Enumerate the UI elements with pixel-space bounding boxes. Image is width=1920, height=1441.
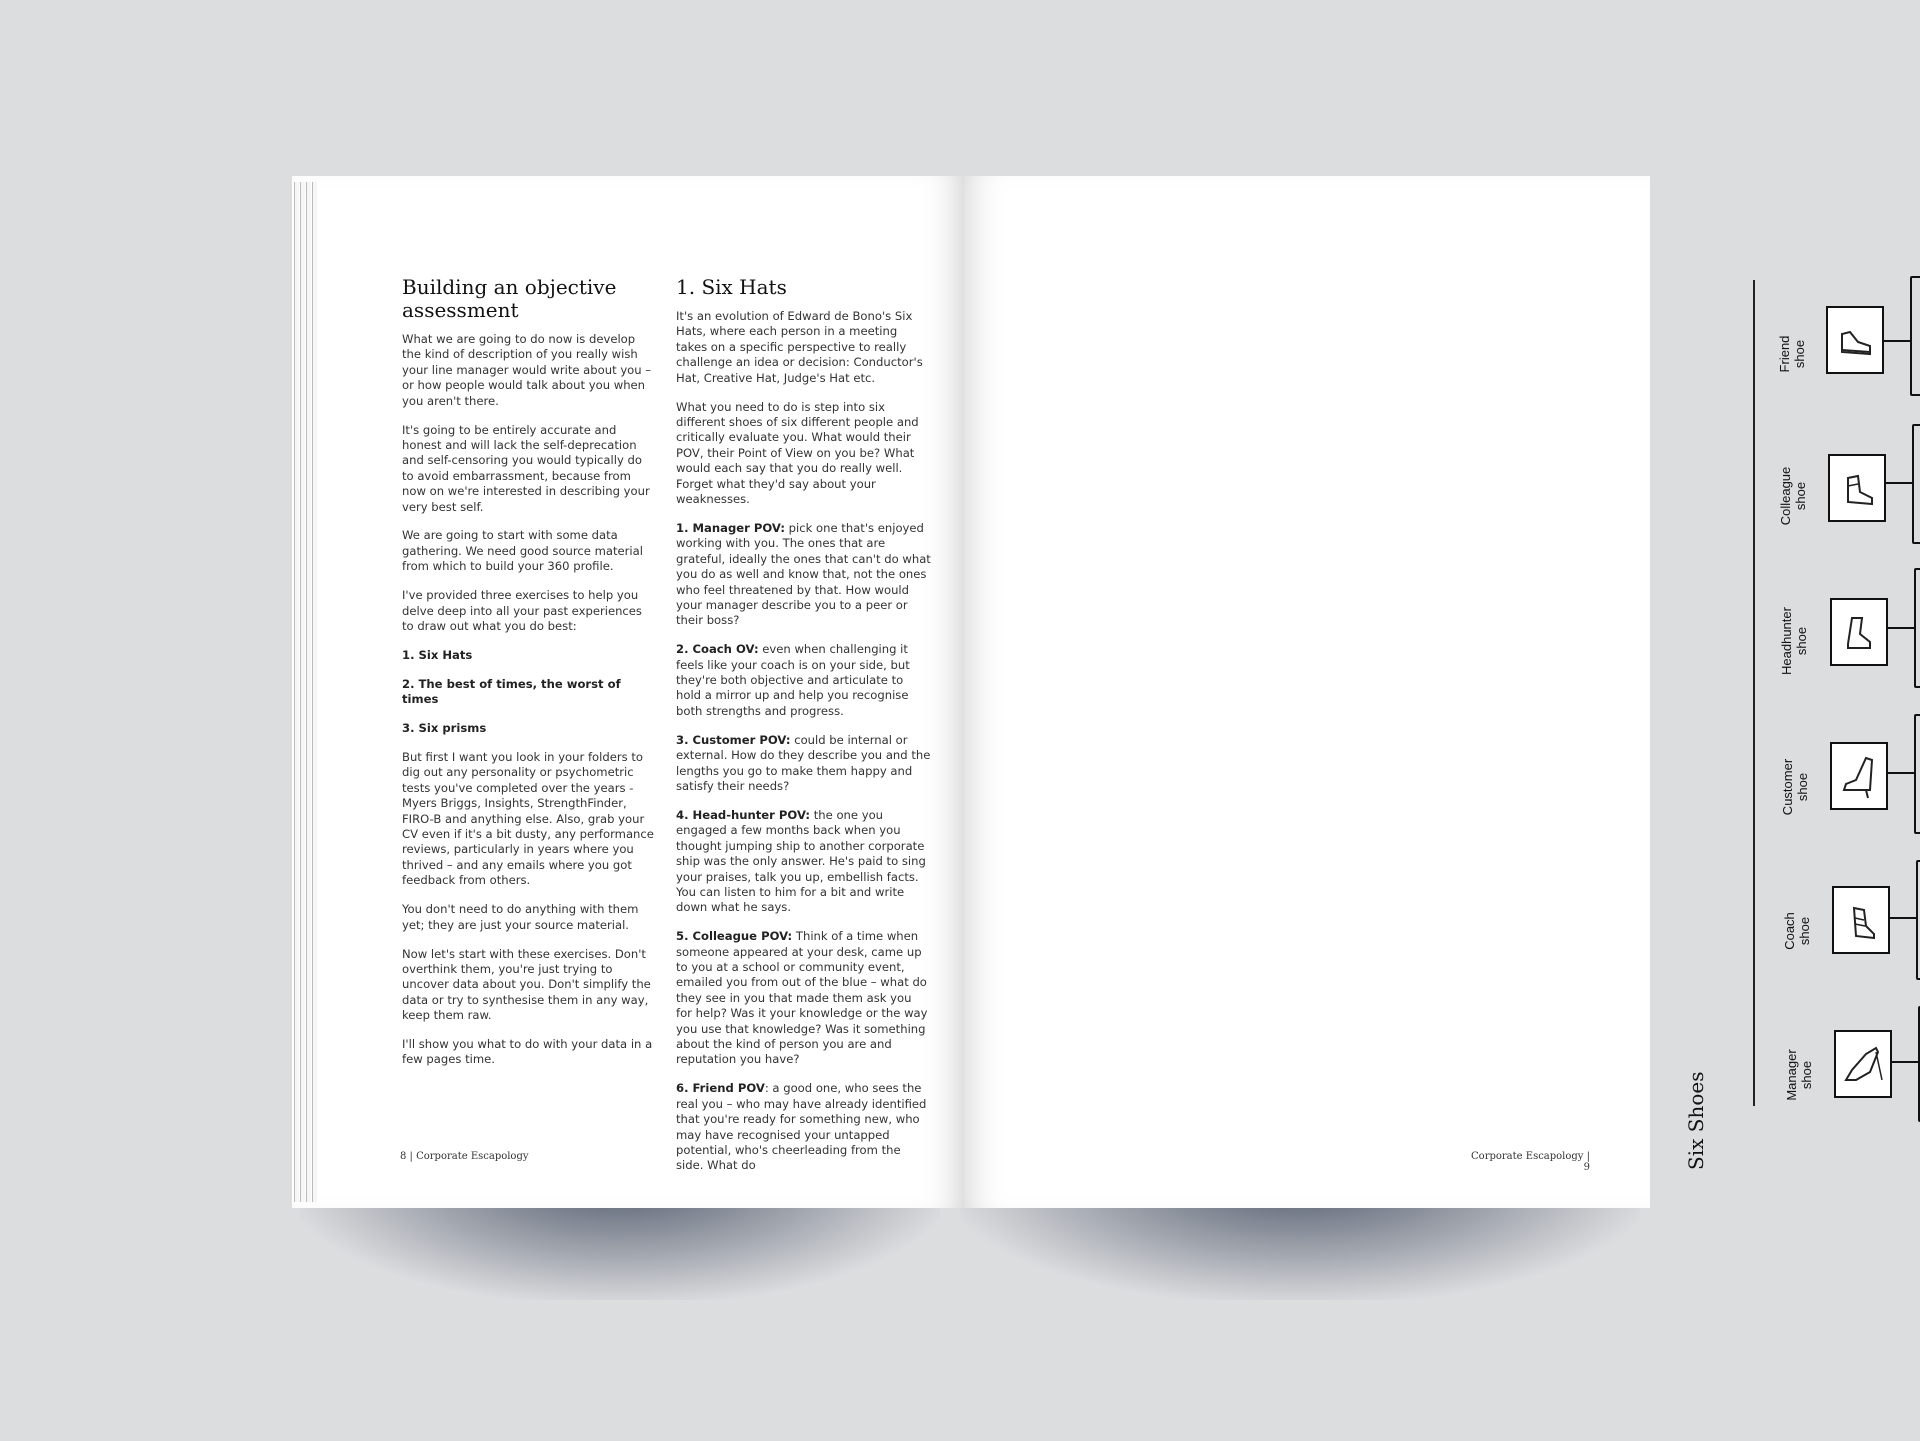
section-heading: 1. Six Hats [676, 275, 787, 299]
exercise-item: 3. Six prisms [402, 721, 487, 736]
friend-answer-box[interactable] [1910, 276, 1920, 396]
pov-item: 3. Customer POV: could be internal or external. How do they describe you and the lengths you go to make them happy and satisfy their needs? [676, 732, 931, 793]
sneaker-icon [1828, 308, 1881, 371]
shoe-label-colleague: Colleague shoe [1778, 466, 1808, 526]
shoe-label-headhunter: Headhunter shoe [1779, 607, 1809, 675]
pov-item: 1. Manager POV: pick one that's enjoyed working with you. The ones that are grateful, ideally the ones that can't do what you do as well and know that, not the ones who feel threatened by that. How would your manager describe you to a peer or their boss? [676, 520, 931, 628]
worksheet-title: Six Shoes [1684, 1071, 1708, 1170]
paragraph: I've provided three exercises to help you delve deep into all your past experiences to draw out what you do best: [402, 588, 642, 633]
page-edges [306, 182, 311, 1202]
exercise-item: 2. The best of times, the worst of times [402, 676, 621, 707]
paragraph: But first I want you look in your folders to dig out any personality or psychometric tests you've completed over the years - Myers Briggs, Insights, StrengthFinder, FIRO-B and anything else. Also, grab your CV even if it's a bit dusty, any performance reviews, particularly in years where you thrived – and any emails where you got feedback from others. [402, 750, 654, 888]
connector-line [1888, 627, 1914, 629]
page-edges [294, 182, 299, 1202]
page-footer-left: 8 | Corporate Escapology [400, 1151, 529, 1162]
left-page [292, 176, 964, 1208]
page-footer-right: Corporate Escapology | 9 [1471, 1151, 1590, 1173]
paragraph: Now let's start with these exercises. Don't overthink them, you're just trying to uncover data about you. Don't simplify the data or try to synthesise them in any way, keep them raw. [402, 946, 651, 1023]
boot-icon [1830, 456, 1883, 519]
connector-line [1892, 1061, 1918, 1063]
connector-line [1890, 917, 1916, 919]
colleague-answer-box[interactable] [1912, 424, 1920, 544]
loafer-icon [1832, 600, 1885, 663]
title-rule [1753, 280, 1755, 1106]
shoe-label-customer: Customer shoe [1780, 758, 1810, 816]
paragraph: I'll show you what to do with your data in a few pages time. [402, 1037, 653, 1067]
connector-line [1886, 482, 1912, 484]
connector-line [1888, 772, 1914, 774]
right-column [676, 276, 931, 1187]
shoe-label-friend: Friend shoe [1777, 335, 1807, 373]
shoe-label-manager: Manager shoe [1784, 1049, 1814, 1101]
coach-answer-box[interactable] [1916, 860, 1920, 980]
paragraph: It's going to be entirely accurate and honest and will lack the self-deprecation and self-censoring you would typically do to avoid embarrassment, because from now on we're interested in describing your very best self. [402, 422, 650, 514]
high-heel-icon [1832, 744, 1885, 807]
headhunter-answer-box[interactable] [1914, 568, 1920, 688]
paragraph: It's an evolution of Edward de Bono's Six Hats, where each person in a meeting takes on a specific perspective to really challenge an idea or decision: Conductor's Hat, Creative Hat, Judge's Hat etc. [676, 309, 923, 385]
pov-item: 4. Head-hunter POV: the one you engaged a few months back when you thought jumping ship to another corporate ship was the only answer. He's paid to sing your praises, talk you up, embellish facts. You can listen to him for a bit and write down what he says. [676, 807, 926, 915]
paragraph: What we are going to do now is develop the kind of description of you really wish your line manager would write about you – or how people would talk about you when you aren't there. [402, 332, 652, 408]
pov-item: 6. Friend POV: a good one, who sees the real you – who may have already identified that you're ready for something new, who may have recognised your untapped potential, who's cheerleading from the side. What do [676, 1081, 927, 1173]
customer-answer-box[interactable] [1914, 714, 1920, 834]
shoe-label-coach: Coach shoe [1782, 912, 1812, 950]
left-column [402, 276, 657, 1081]
stiletto-icon [1836, 1032, 1889, 1095]
section-heading: Building an objective assessment [402, 275, 617, 322]
page-edges [300, 182, 305, 1202]
right-page [964, 176, 1814, 1208]
page-edges [312, 182, 317, 1202]
paragraph: What you need to do is step into six different shoes of six different people and critically evaluate you. What would their POV, their Point of View on you be? What would each say that you do really well. Forget what they'd say about your weaknesses. [676, 399, 919, 506]
shoe-image-box [1826, 306, 1884, 374]
trainer-icon [1834, 888, 1887, 951]
open-book [292, 176, 1814, 1208]
shoe-image-box [1830, 598, 1888, 666]
shoe-image-box [1830, 742, 1888, 810]
paragraph: We are going to start with some data gathering. We need good source material from which to build your 360 profile. [402, 528, 643, 574]
exercise-item: 1. Six Hats [402, 647, 473, 662]
connector-line [1884, 340, 1910, 342]
pov-item: 2. Coach OV: even when challenging it feels like your coach is on your side, but they're both objective and articulate to hold a mirror up and help you recognise both strengths and progress. [676, 642, 910, 718]
paragraph: You don't need to do anything with them yet; they are just your source material. [402, 902, 639, 932]
pov-item: 5. Colleague POV: Think of a time when someone appeared at your desk, came up to you at a school or community event, emailed you from out of the blue – what do they see in you that made them ask you for help? Was it your knowledge or the way you use that knowledge? Was it something about the kind of person you are and reputation you have? [676, 929, 928, 1067]
shoe-image-box [1828, 454, 1886, 522]
shoe-image-box [1832, 886, 1890, 954]
shoe-image-box [1834, 1030, 1892, 1098]
